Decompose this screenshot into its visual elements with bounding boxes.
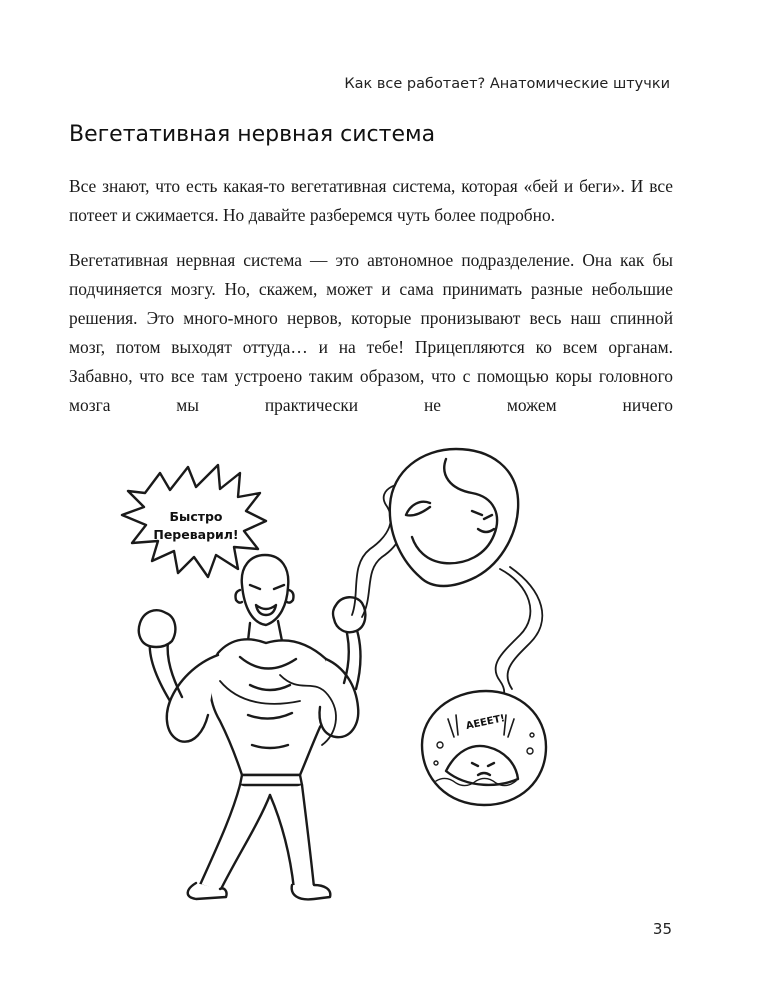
- stomach-bubble: [390, 449, 518, 586]
- paragraph-intro: Все знают, что есть какая-то вегетативная система, которая «бей и беги». И все потеет и сжимается. Но давайте разберемся чуть более подробно.: [69, 176, 673, 225]
- speech-bubble: [122, 465, 266, 577]
- strongman-figure: [139, 555, 366, 899]
- paragraph-main: Вегетативная нервная система — это автономное подразделение. Она как бы подчиняется мозгу. Но, скажем, может и сама принимать разные небольшие решения. Это много-много нервов, которые пронизывают весь наш спинной мозг, потом выходят оттуда… и на тебе! Прицепляются ко всем органам. Забавно, что все там устроено таким образом, что с помощью коры головного мозга мы практически не можем ничего: [69, 250, 673, 415]
- page-number: 35: [652, 920, 672, 938]
- section-heading: Вегетативная нервная система: [69, 122, 436, 147]
- speech-bubble-line2: Переварил!: [153, 527, 239, 542]
- organ-shout-text: АЕЕЕТ!: [464, 713, 507, 733]
- speech-bubble-line1: Быстро: [169, 509, 223, 524]
- cartoon-illustration: [100, 445, 600, 905]
- running-head: Как все работает? Анатомические штучки: [344, 76, 670, 92]
- organ-bubble: [422, 691, 546, 805]
